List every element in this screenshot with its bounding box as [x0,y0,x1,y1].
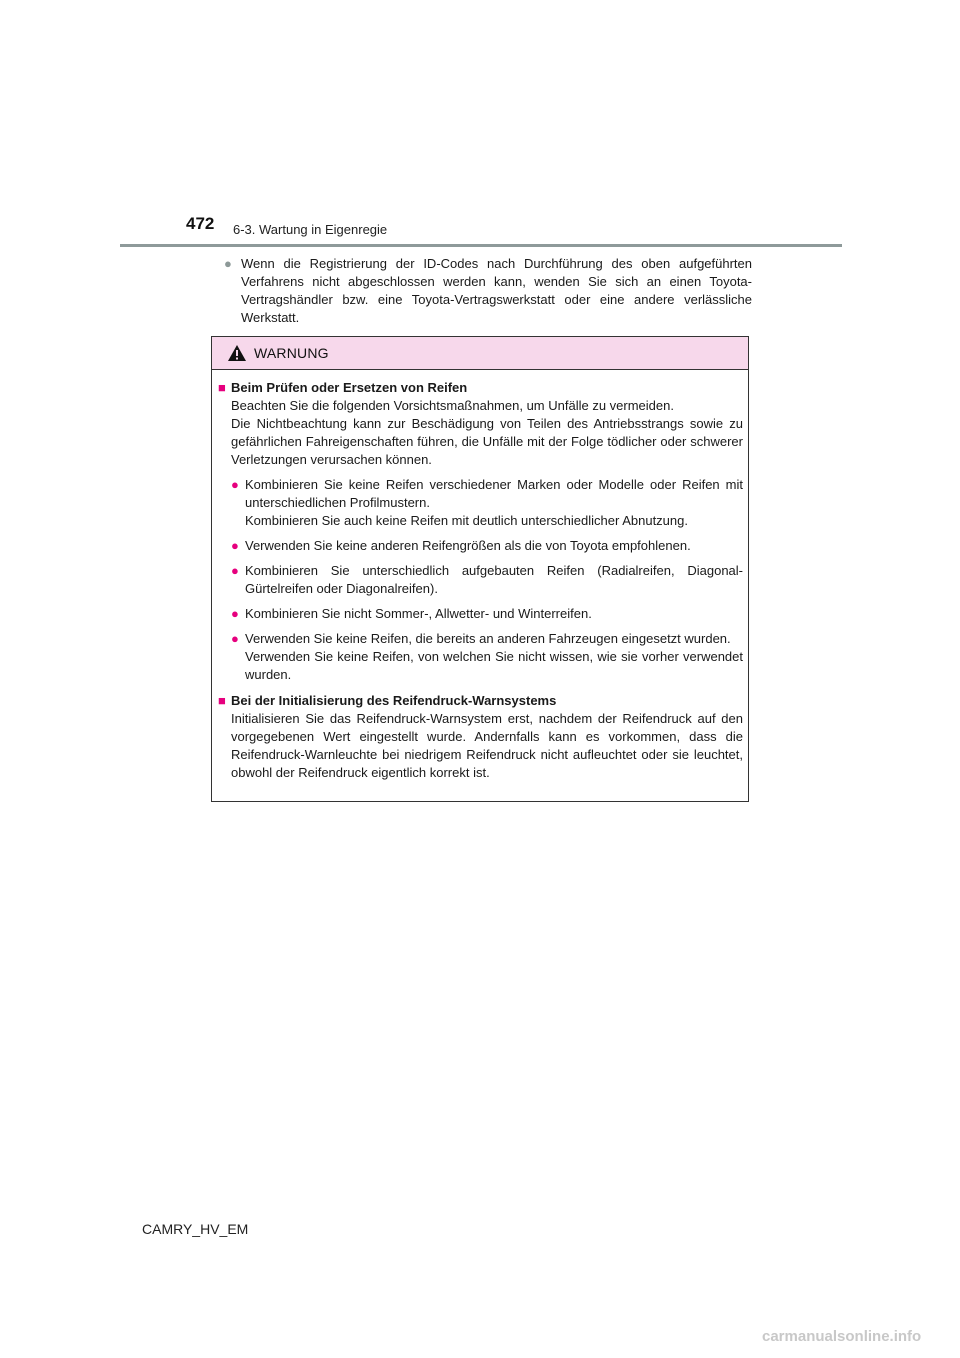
warning-bullet-line: Kombinieren Sie auch keine Reifen mit deutlich unterschiedlicher Abnutzung. [245,513,688,528]
warning-bullet-line: Kombinieren Sie unterschiedlich aufgebauten Reifen (Radialreifen, Diagonal-Gürtelreifen oder Diagonalreifen). [245,563,743,596]
footer-model-code: CAMRY_HV_EM [142,1221,249,1237]
header-rule [120,244,842,247]
warning-paragraph: Initialisieren Sie das Reifendruck-Warnsystem erst, nachdem der Reifendruck auf den vorgegebenen Wert eingestellt wurde. Andernfalls kann es vorkommen, dass die Reifendruck-Warnleuchte bei niedrigem Reifendruck nicht aufleuchtet oder sie leuchtet, obwohl der Reifendruck eigentlich korrekt ist. [231,711,743,780]
warning-bullet-item [218,537,743,555]
watermark: carmanualsonline.info [762,1328,922,1345]
warning-header [212,337,748,370]
intro-bullet-row [224,255,752,327]
warning-bullet-text [245,562,743,598]
warning-bullet-text [245,605,743,623]
warning-bullet-text [245,476,743,530]
warning-bullet-line: Verwenden Sie keine anderen Reifengrößen als die von Toyota empfohlenen. [245,538,691,553]
pink-bullet-icon: ● [231,538,239,553]
warning-label: WARNUNG [254,345,329,361]
warning-bullet-item [218,562,743,598]
warning-bullet-text [245,537,743,555]
warning-section-heading [218,379,743,397]
warning-box [211,336,749,802]
pink-bullet-icon: ● [231,631,239,646]
intro-note [224,255,752,327]
warning-bullet-line: Kombinieren Sie keine Reifen verschiedener Marken oder Modelle oder Reifen mit unterschiedlichen Profilmustern. [245,477,743,510]
warning-bullet-line: Kombinieren Sie nicht Sommer-, Allwetter- und Winterreifen. [245,606,592,621]
warning-bullet-item [218,605,743,623]
pink-bullet-icon: ● [231,563,239,578]
section-title: 6-3. Wartung in Eigenregie [233,222,388,237]
warning-bullet-item [218,476,743,530]
warning-section-title: Beim Prüfen oder Ersetzen von Reifen [231,380,468,395]
warning-paragraph: Die Nichtbeachtung kann zur Beschädigung von Teilen des Antriebsstrangs sowie zu gefährlichen Fahreigenschaften führen, die Unfälle mit der Folge tödlicher oder schwerer Verletzungen verursachen können. [231,416,743,467]
warning-section-heading [218,692,743,710]
intro-text: Wenn die Registrierung der ID-Codes nach Durchführung des oben aufgeführten Verfahrens nicht abgeschlossen werden kann, wenden Sie sich an einen Toyota-Vertragshändler bzw. eine Toyota-Vertragswerkstatt oder eine andere verlässliche Werkstatt. [241,256,752,325]
page-number: 472 [186,214,215,233]
square-bullet-icon: ■ [218,693,226,708]
warning-triangle-icon [227,344,247,362]
pink-bullet-icon: ● [231,606,239,621]
warning-body [212,370,748,782]
warning-bullet-line: Verwenden Sie keine Reifen, von welchen Sie nicht wissen, wie sie vorher verwendet wurden. [245,649,743,682]
warning-paragraph: Beachten Sie die folgenden Vorsichtsmaßnahmen, um Unfälle zu vermeiden. [231,398,674,413]
warning-bullet-line: Verwenden Sie keine Reifen, die bereits an anderen Fahrzeugen eingesetzt wurden. [245,631,731,646]
grey-bullet-icon: ● [224,256,232,271]
square-bullet-icon: ■ [218,380,226,395]
warning-section-title: Bei der Initialisierung des Reifendruck-Warnsystems [231,693,557,708]
warning-bullet-item [218,630,743,684]
pink-bullet-icon: ● [231,477,239,492]
warning-bullet-text [245,630,743,684]
